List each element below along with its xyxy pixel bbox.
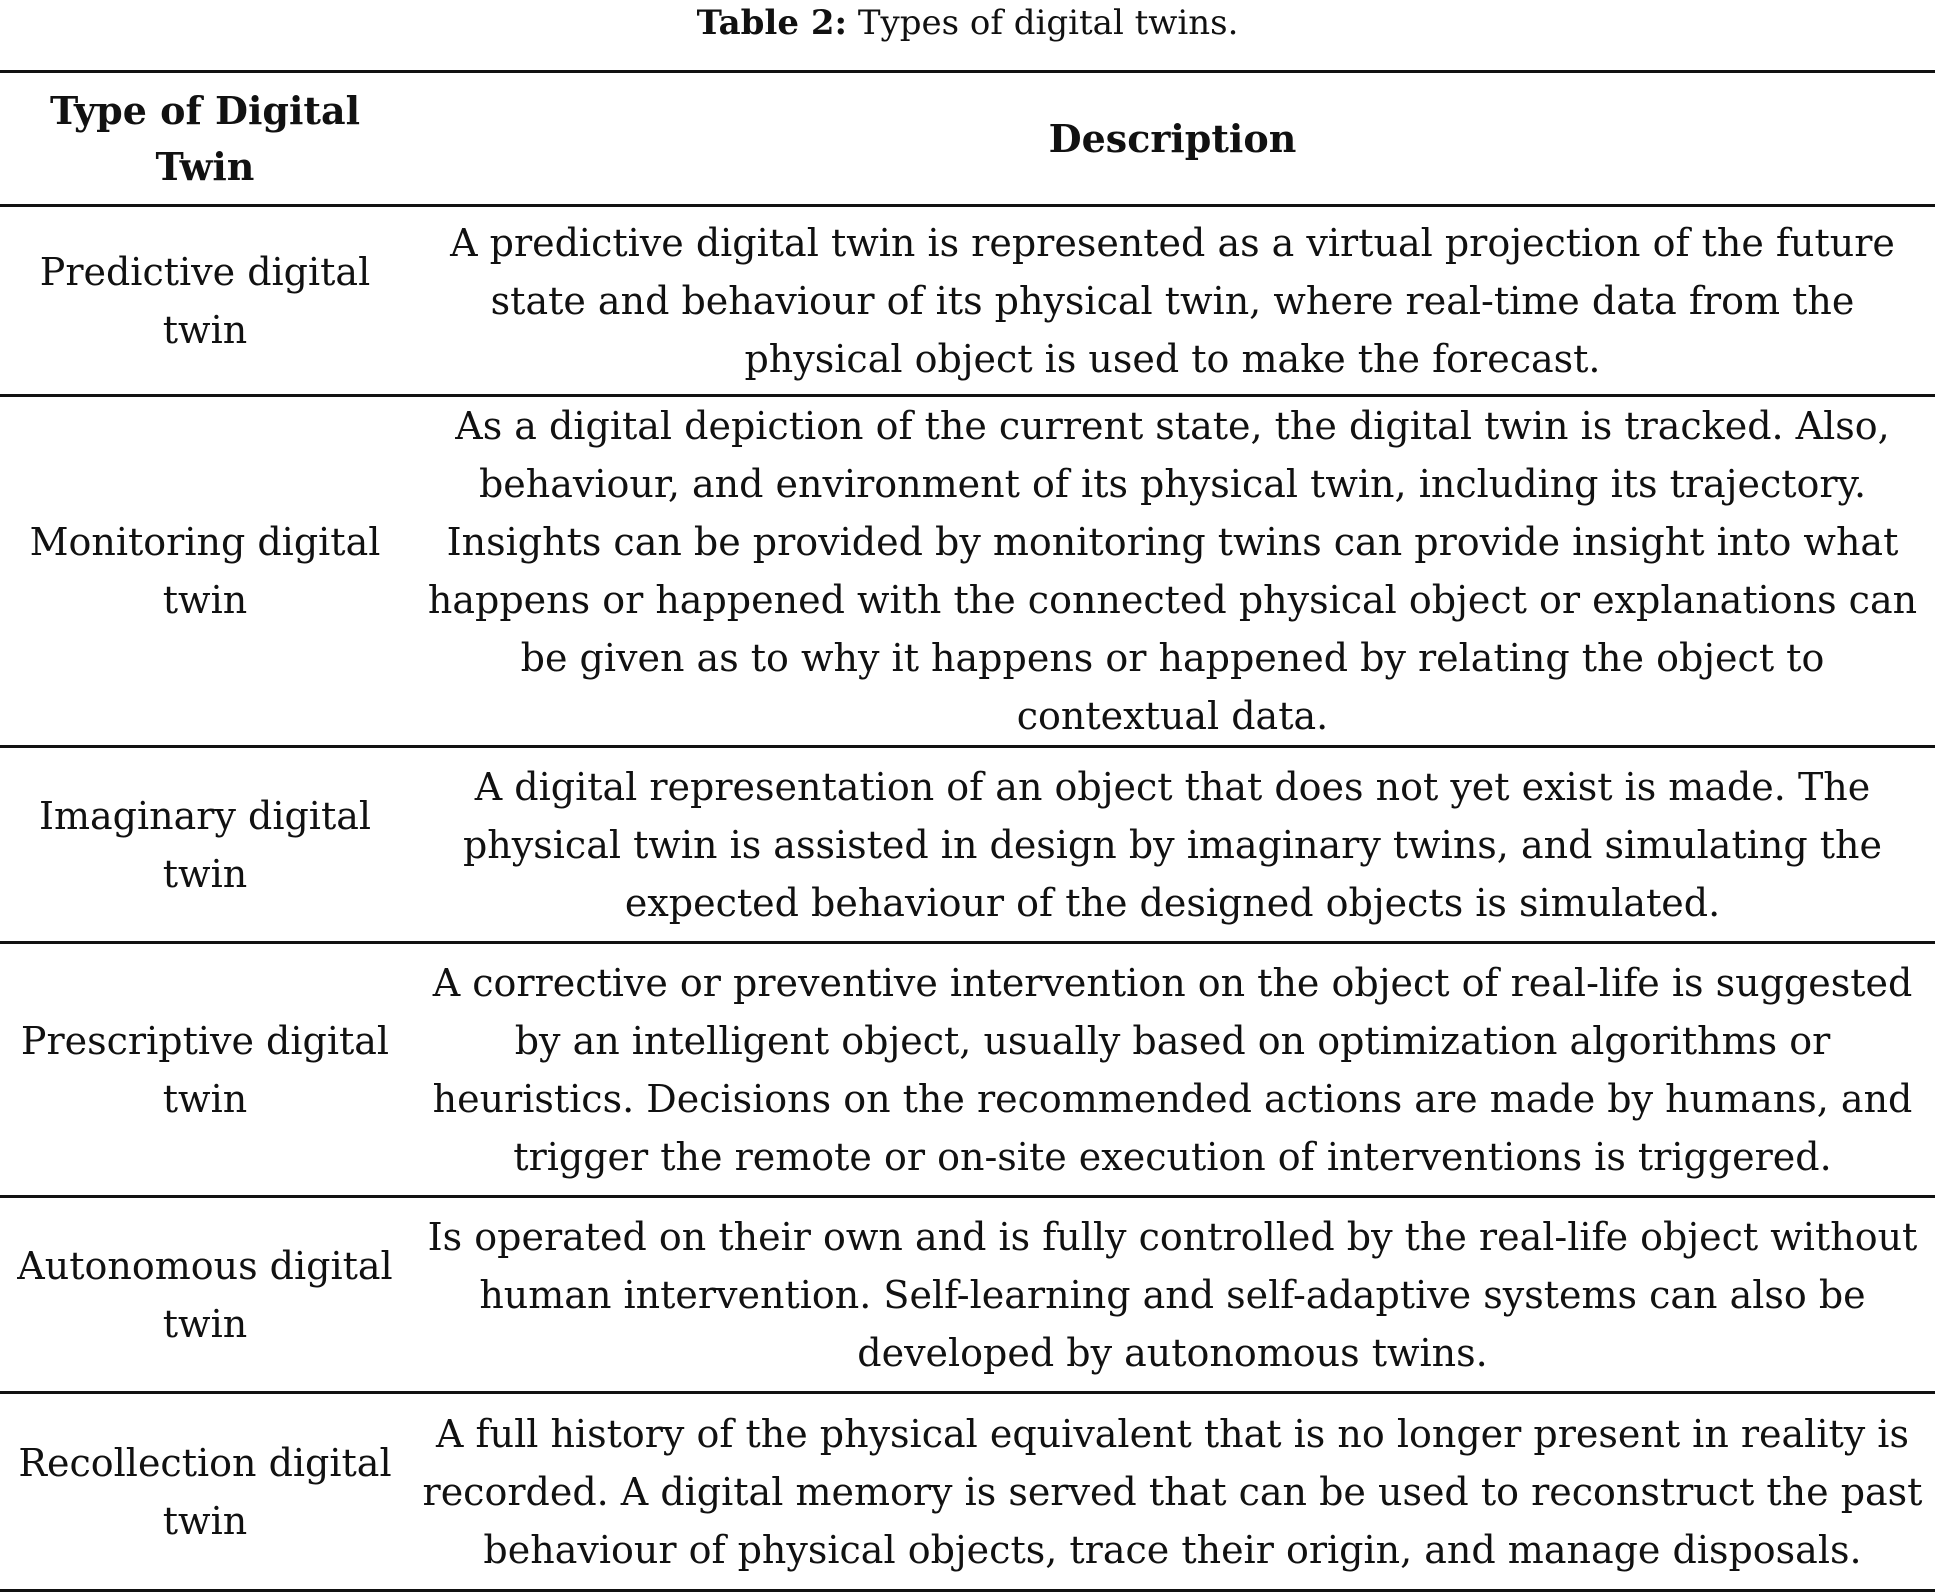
row-type: Predictive digital twin xyxy=(39,249,371,352)
table-row xyxy=(0,1393,1935,1591)
row-type: Recollection digital twin xyxy=(18,1440,392,1543)
row-description: As a digital depiction of the current state, the digital twin is tracked. Also, behaviour, and environment of its physical twin, including its trajectory. Insights can be provided by monitoring twins can provide insight into what happens or happened with the connected physical object or explanations can be given as to why it happens or happened by relating the object to contextual data. xyxy=(427,404,1918,738)
row-type: Autonomous digital twin xyxy=(17,1243,393,1346)
caption-text: Types of digital twins. xyxy=(857,3,1239,43)
row-description: Is operated on their own and is fully controlled by the real-life object without human intervention. Self-learning and self-adaptive systems can also be developed by autonomous twins. xyxy=(427,1214,1918,1375)
table-row xyxy=(0,396,1935,747)
table-row xyxy=(0,747,1935,943)
digital-twin-types-table xyxy=(0,70,1935,1592)
table-row xyxy=(0,943,1935,1197)
row-description: A predictive digital twin is represented as a virtual projection of the future state and behaviour of its physical twin, where real-time data from the physical object is used to make the forecast. xyxy=(450,220,1895,381)
table-caption xyxy=(0,0,1935,46)
table-row xyxy=(0,1197,1935,1393)
row-description: A digital representation of an object that does not yet exist is made. The physical twin is assisted in design by imaginary twins, and simulating the expected behaviour of the designed objects is simulated. xyxy=(462,764,1882,925)
table-header-row xyxy=(0,72,1935,206)
caption-label: Table 2: xyxy=(696,3,848,43)
header-type: Type of Digital Twin xyxy=(49,87,361,189)
header-description: Description xyxy=(1048,115,1297,161)
row-type: Monitoring digital twin xyxy=(29,520,381,622)
row-description: A corrective or preventive intervention on the object of real-life is suggested by an intelligent object, usually based on optimization algorithms or heuristics. Decisions on the recommended actions are made by humans, and trigger the remote or on-site execution of interventions is triggered. xyxy=(432,960,1913,1179)
row-description: A full history of the physical equivalent that is no longer present in reality is recorded. A digital memory is served that can be used to reconstruct the past behaviour of physical objects, trace their origin, and manage disposals. xyxy=(422,1411,1923,1572)
row-type: Imaginary digital twin xyxy=(38,793,372,896)
row-type: Prescriptive digital twin xyxy=(20,1018,390,1121)
table-row xyxy=(0,206,1935,396)
